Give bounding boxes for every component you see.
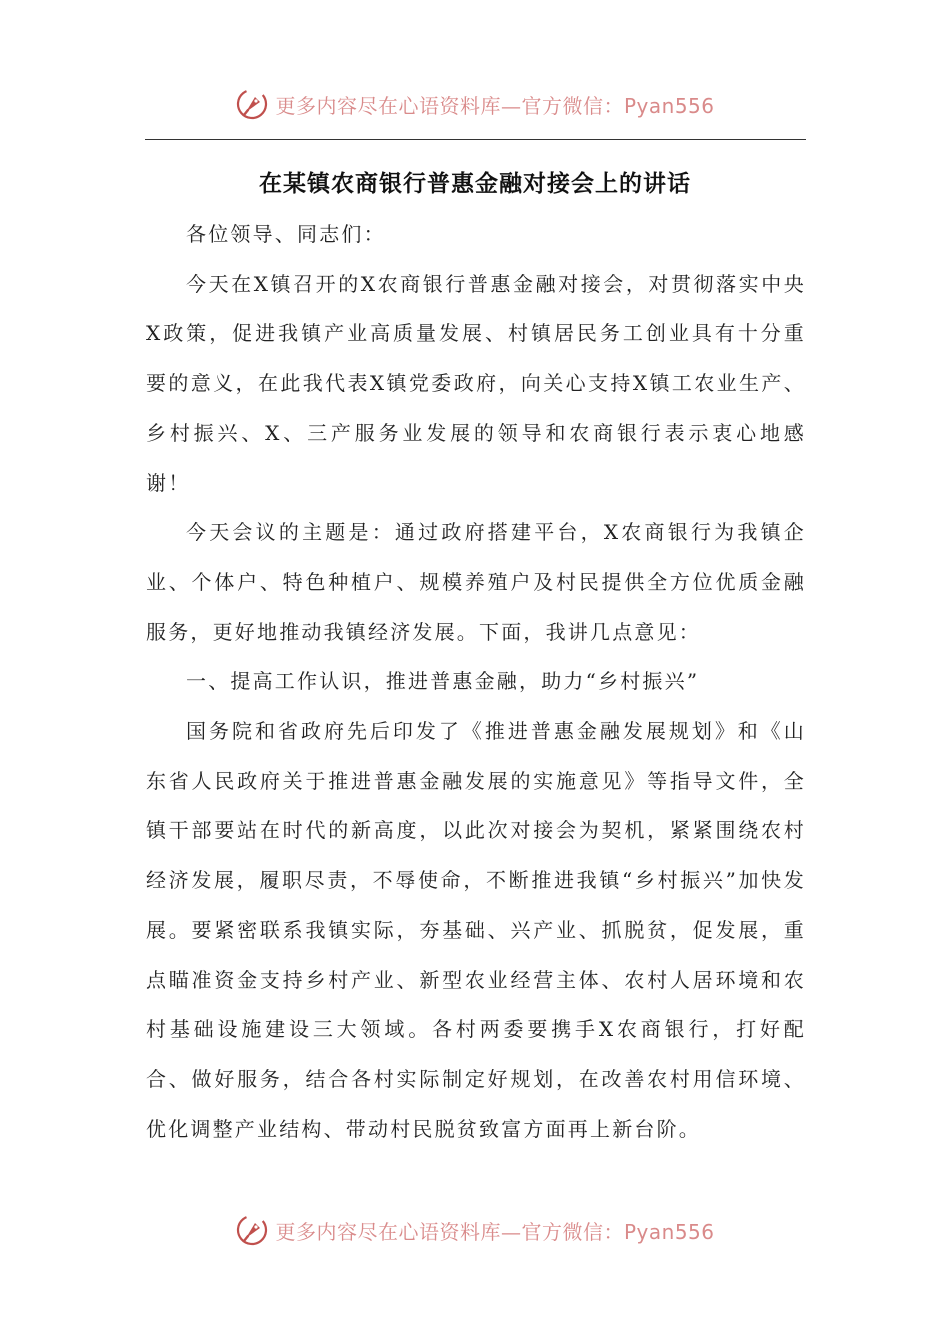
salutation: 各位领导、同志们： bbox=[186, 222, 386, 246]
paragraph-theme: 今天会议的主题是：通过政府搭建平台，X农商银行为我镇企业、个体户、特色种植户、规模养殖户及村民提供全方位优质金融服务，更好地推动我镇经济发展。下面，我讲几点意见： bbox=[146, 520, 806, 644]
document-body bbox=[146, 210, 806, 1154]
document-title: 在某镇农商银行普惠金融对接会上的讲话 bbox=[259, 170, 691, 197]
paragraph-section-1: 国务院和省政府先后印发了《推进普惠金融发展规划》和《山东省人民政府关于推进普惠金融发展的实施意见》等指导文件，全镇干部要站在时代的新高度，以此次对接会为契机，紧紧围绕农村经济发展，履职尽责，不辱使命，不断推进我镇“乡村振兴”加快发展。要紧密联系我镇实际，夯基础、兴产业、抓脱贫，促发展，重点瞄准资金支持乡村产业、新型农业经营主体、农村人居环境和农村基础设施建设三大领域。各村两委要携手X农商银行，打好配合、做好服务，结合各村实际制定好规划，在改善农村用信环境、优化调整产业结构、带动村民脱贫致富方面再上新台阶。 bbox=[146, 719, 806, 1141]
paragraph-opening: 今天在X镇召开的X农商银行普惠金融对接会，对贯彻落实中央X政策，促进我镇产业高质量发展、村镇居民务工创业具有十分重要的意义，在此我代表X镇党委政府，向关心支持X镇工农业生产、乡村振兴、X、三产服务业发展的领导和农商银行表示衷心地感谢！ bbox=[146, 271, 806, 495]
section-heading-1: 一、提高工作认识，推进普惠金融，助力“乡村振兴” bbox=[186, 669, 700, 694]
footer-banner bbox=[0, 1210, 950, 1250]
banner-text: 更多内容尽在心语资料库—官方微信：Pyan556 bbox=[275, 93, 715, 118]
wechat-id: Pyan556 bbox=[623, 93, 715, 118]
header-banner bbox=[0, 84, 950, 124]
banner-text: 更多内容尽在心语资料库—官方微信：Pyan556 bbox=[275, 1219, 715, 1244]
pen-nib-logo-icon bbox=[235, 87, 269, 121]
header-divider bbox=[145, 139, 806, 140]
pen-nib-logo-icon bbox=[235, 1213, 269, 1247]
wechat-id: Pyan556 bbox=[623, 1219, 715, 1244]
